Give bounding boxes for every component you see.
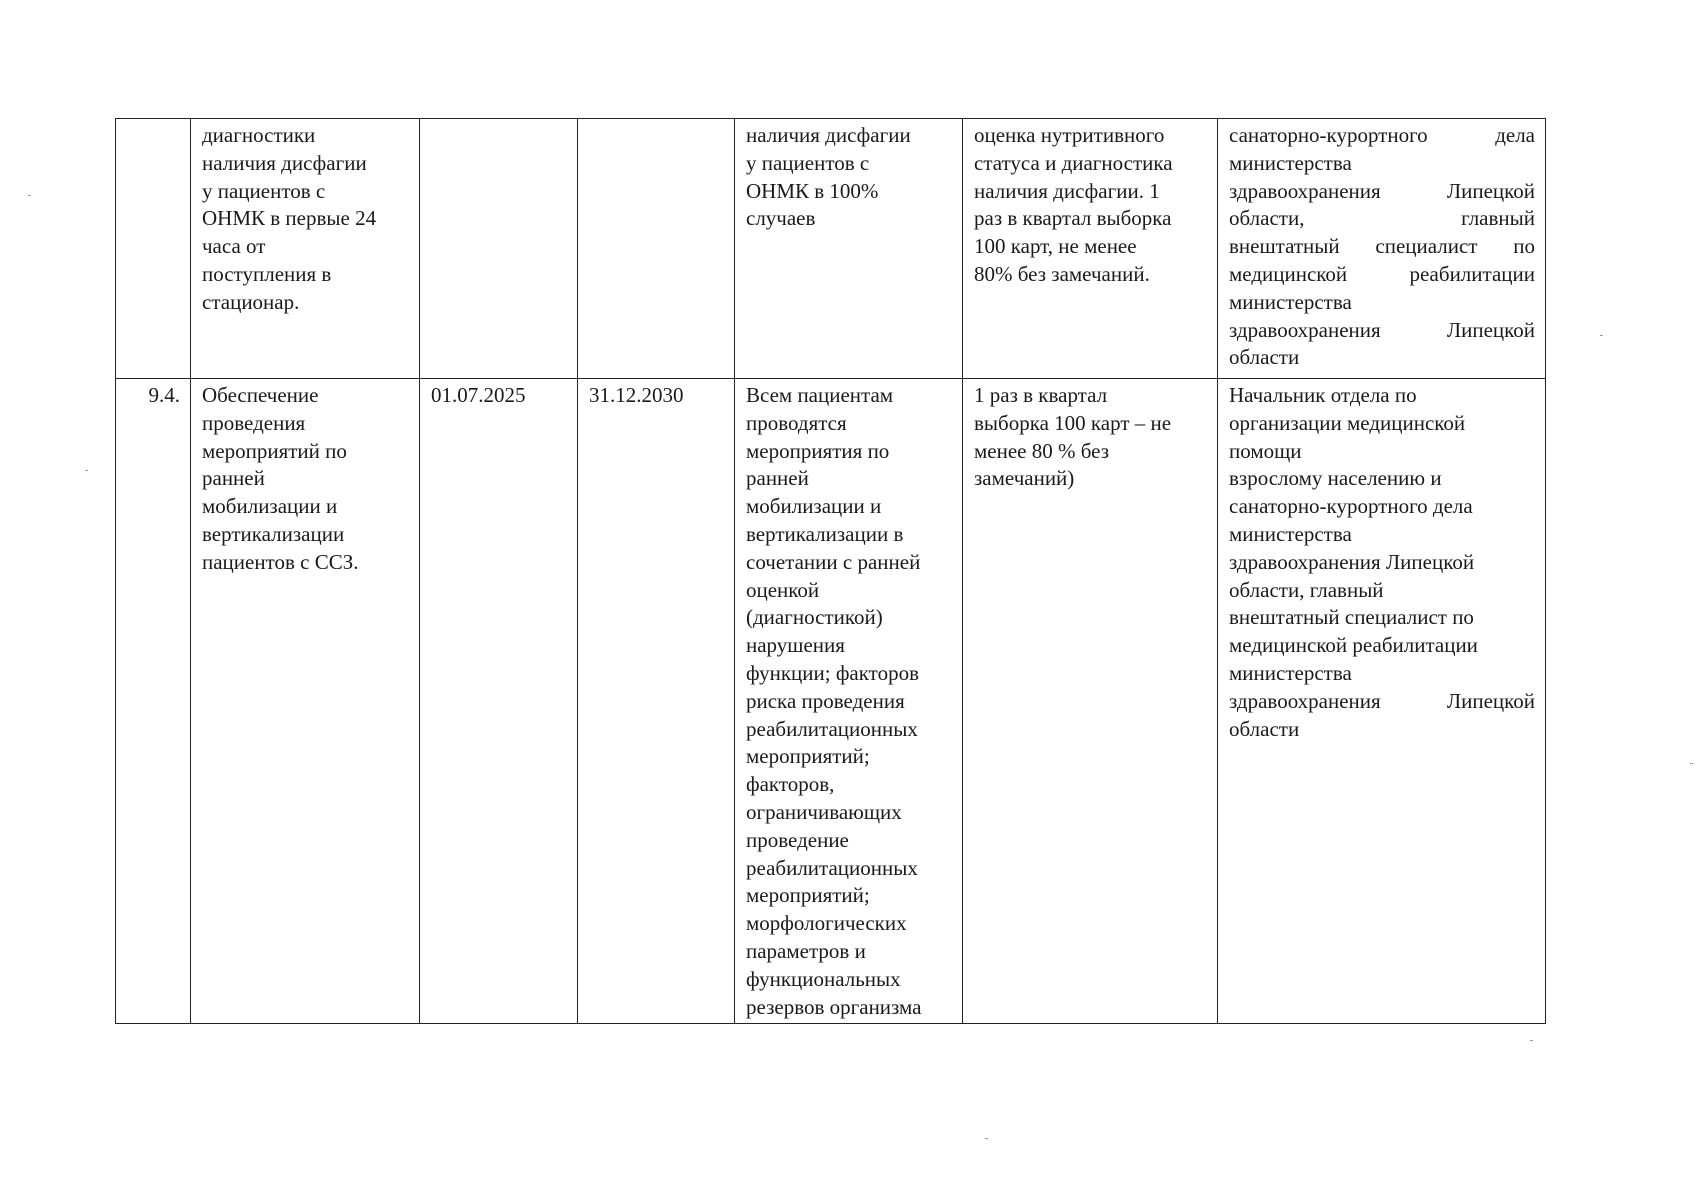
responsible-line [1229, 317, 1535, 345]
responsible-word: по [1513, 234, 1535, 259]
control-line: менее 80 % без [974, 438, 1110, 463]
activity-cell [191, 119, 420, 379]
responsible-word: главный [1461, 206, 1535, 231]
activity-line: диагностики [202, 123, 316, 147]
control-line: 80% без замечаний. [974, 261, 1150, 286]
responsible-line [1229, 465, 1535, 493]
responsible-line [1229, 577, 1535, 605]
responsible-word: области, главный [1229, 577, 1384, 602]
responsible-word: здравоохранения Липецкой [1229, 549, 1475, 574]
responsible-line [1229, 150, 1535, 178]
result-line: ограничивающих [746, 799, 902, 824]
scan-speck [985, 1138, 988, 1139]
activity-line: у пациентов с [202, 178, 326, 203]
responsible-line [1229, 660, 1535, 688]
responsible-word: министерства [1229, 289, 1352, 314]
responsible-word: министерства [1229, 150, 1352, 175]
result-line: функции; факторов [746, 660, 919, 685]
responsible-word: санаторно-курортного [1229, 123, 1428, 147]
activity-line: Обеспечение [202, 383, 319, 407]
responsible-line [1229, 178, 1535, 206]
responsible-word: Начальник отдела по [1229, 383, 1417, 407]
responsible-word: внештатный специалист по [1229, 605, 1474, 630]
table-row [116, 119, 1546, 379]
scan-speck [85, 470, 88, 471]
result-line: мероприятий; [746, 744, 870, 769]
control-cell [963, 379, 1218, 1024]
responsible-line [1229, 604, 1535, 632]
result-line: оценкой [746, 577, 820, 602]
result-line: реабилитационных [746, 855, 918, 880]
responsible-word: организации медицинской [1229, 410, 1466, 435]
control-line: 1 раз в квартал [974, 383, 1108, 407]
responsible-word: министерства [1229, 521, 1352, 546]
scan-speck [1690, 763, 1693, 764]
control-line: статуса и диагностика [974, 150, 1173, 175]
activity-line: наличия дисфагии [202, 150, 367, 175]
responsible-word: здравоохранения [1229, 178, 1381, 203]
responsible-word: здравоохранения [1229, 317, 1381, 342]
result-line: мобилизации и [746, 494, 882, 519]
activity-line: проведения [202, 410, 306, 435]
start-date-cell [420, 379, 578, 1024]
activity-line: поступления в [202, 261, 332, 286]
result-line: параметров и [746, 938, 866, 963]
result-cell [735, 379, 963, 1024]
responsible-word: области [1229, 345, 1300, 370]
result-cell [735, 119, 963, 379]
responsible-word: медицинской реабилитации [1229, 633, 1478, 658]
table-row [116, 379, 1546, 1024]
result-line: мероприятия по [746, 438, 890, 463]
responsible-word: санаторно-курортного дела [1229, 494, 1473, 519]
responsible-word: Липецкой [1446, 317, 1535, 342]
control-line: выборка 100 карт – не [974, 410, 1172, 435]
row-number-cell [116, 119, 191, 379]
responsible-word: внештатный [1229, 234, 1340, 259]
responsible-word: здравоохранения [1229, 688, 1381, 713]
activity-line: ранней [202, 466, 265, 491]
responsible-word: взрослому населению и [1229, 466, 1442, 491]
responsible-line [1229, 233, 1535, 261]
responsible-cell [1218, 119, 1546, 379]
result-line: проводятся [746, 410, 847, 435]
activity-cell [191, 379, 420, 1024]
responsible-word: области [1229, 716, 1300, 741]
result-line: случаев [746, 206, 816, 231]
responsible-line [1229, 716, 1535, 744]
control-line: наличия дисфагии. 1 [974, 178, 1160, 203]
activity-line: мобилизации и [202, 494, 338, 519]
responsible-word: помощи [1229, 438, 1302, 463]
plan-table [115, 118, 1546, 1024]
responsible-line [1229, 122, 1535, 150]
end-date-cell [578, 379, 735, 1024]
control-cell [963, 119, 1218, 379]
result-line: нарушения [746, 633, 845, 658]
activity-line: часа от [202, 234, 266, 259]
responsible-line [1229, 549, 1535, 577]
responsible-word: области, [1229, 206, 1305, 231]
responsible-word: медицинской [1229, 261, 1348, 286]
responsible-word: реабилитации [1409, 261, 1535, 286]
responsible-line [1229, 493, 1535, 521]
activity-line: ОНМК в первые 24 [202, 206, 377, 231]
result-line: факторов, [746, 772, 835, 797]
result-line: проведение [746, 827, 849, 852]
activity-line: вертикализации [202, 521, 345, 546]
result-line: ранней [746, 466, 809, 491]
result-line: у пациентов с [746, 150, 870, 175]
responsible-line [1229, 382, 1535, 410]
responsible-word: дела [1495, 123, 1535, 147]
scan-speck [1530, 1040, 1533, 1041]
row-number: 9.4. [148, 383, 180, 407]
start-date-cell [420, 119, 578, 379]
result-line: мероприятий; [746, 883, 870, 908]
responsible-word: Липецкой [1446, 688, 1535, 713]
responsible-word: специалист [1375, 234, 1478, 259]
responsible-line [1229, 289, 1535, 317]
responsible-line [1229, 205, 1535, 233]
responsible-cell [1218, 379, 1546, 1024]
result-line: функциональных [746, 966, 901, 991]
responsible-word: Липецкой [1446, 178, 1535, 203]
control-line: раз в квартал выборка [974, 206, 1172, 231]
control-line: 100 карт, не менее [974, 234, 1137, 259]
responsible-line [1229, 632, 1535, 660]
result-line: сочетании с ранней [746, 549, 921, 574]
result-line: резервов организма [746, 994, 922, 1019]
scan-speck [28, 195, 31, 196]
result-line: ОНМК в 100% [746, 178, 879, 203]
responsible-line [1229, 410, 1535, 438]
result-line: морфологических [746, 911, 907, 936]
responsible-line [1229, 521, 1535, 549]
activity-line: пациентов с ССЗ. [202, 549, 359, 574]
activity-line: мероприятий по [202, 438, 347, 463]
result-line: наличия дисфагии [746, 123, 911, 147]
result-line: (диагностикой) [746, 605, 883, 630]
row-number-cell [116, 379, 191, 1024]
start-date: 01.07.2025 [431, 383, 526, 407]
result-line: вертикализации в [746, 521, 904, 546]
control-line: оценка нутритивного [974, 123, 1165, 147]
responsible-word: министерства [1229, 660, 1352, 685]
responsible-line [1229, 261, 1535, 289]
responsible-line [1229, 688, 1535, 716]
responsible-line [1229, 344, 1535, 372]
scan-speck [1600, 335, 1603, 336]
result-line: реабилитационных [746, 716, 918, 741]
end-date: 31.12.2030 [589, 383, 684, 407]
control-line: замечаний) [974, 466, 1075, 491]
result-line: Всем пациентам [746, 383, 894, 407]
end-date-cell [578, 119, 735, 379]
activity-line: стационар. [202, 289, 300, 314]
result-line: риска проведения [746, 688, 905, 713]
responsible-line [1229, 438, 1535, 466]
